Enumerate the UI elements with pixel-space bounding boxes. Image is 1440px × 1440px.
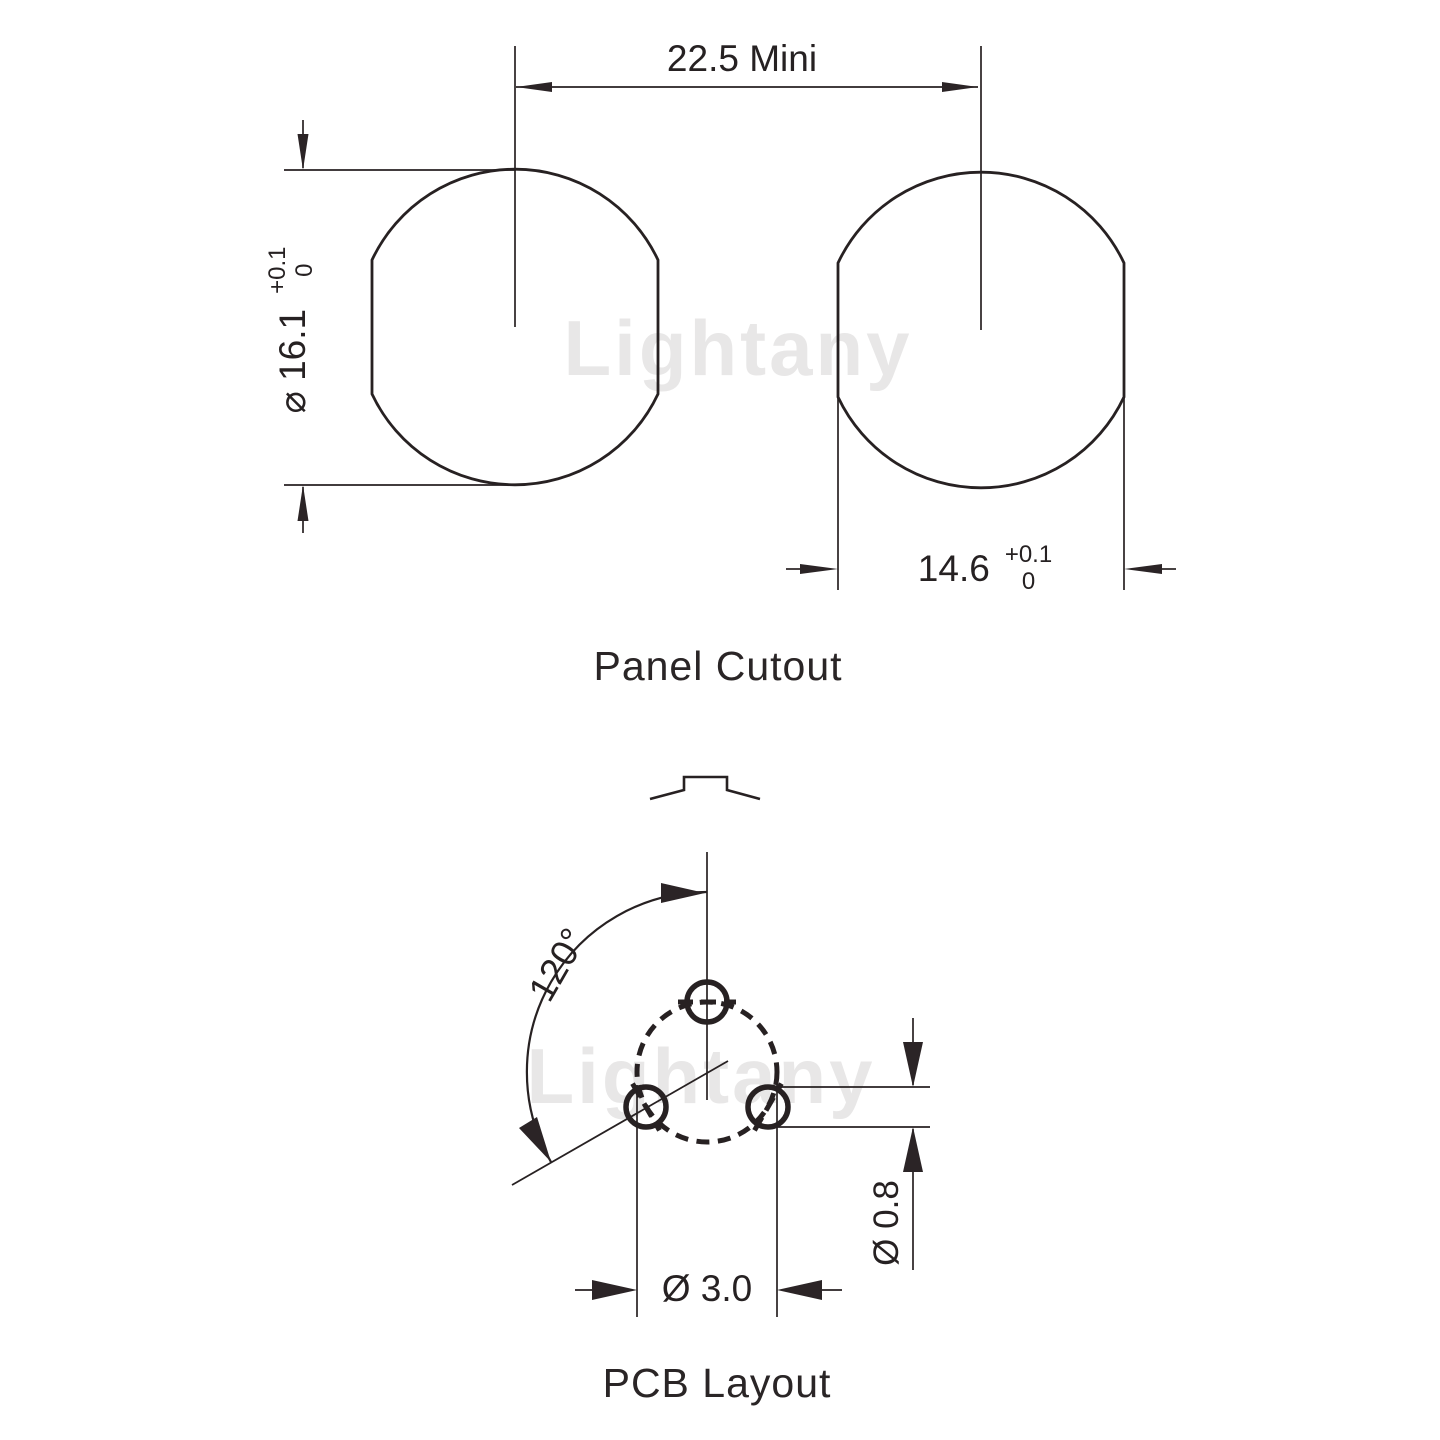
tolerance-upper: +0.1: [264, 246, 292, 294]
panel-cutout-view: [284, 46, 1176, 590]
flat-value: 14.6: [917, 548, 990, 589]
diameter-dimension-text: [259, 220, 325, 440]
pcb-inclined-centerline: [512, 1061, 728, 1185]
tolerance-upper: +0.1: [1004, 541, 1053, 569]
spacing-dimension-text: 22.5 Mini: [666, 38, 818, 79]
watermark-bottom: Lightany: [526, 1031, 876, 1120]
watermark-top: Lightany: [563, 303, 913, 392]
tolerance-lower: 0: [291, 263, 318, 277]
panel-arrowheads: [298, 82, 1163, 574]
pin-hole-dimension-text: Ø 0.8: [867, 1180, 906, 1266]
pin-circle-dimension-text: Ø 3.0: [661, 1268, 753, 1309]
diameter-value: ⌀ 16.1: [271, 308, 313, 414]
keyway-symbol: [650, 777, 760, 799]
flat-tolerance: [1005, 542, 1052, 596]
pcb-layout-label: PCB Layout: [602, 1359, 832, 1406]
tolerance-lower: 0: [1021, 568, 1036, 595]
pin-angle-dimension-text: 120°: [520, 921, 595, 1009]
flat-dimension-text: [895, 536, 1075, 602]
diameter-tolerance: [265, 247, 319, 294]
panel-cutout-label: Panel Cutout: [593, 642, 843, 689]
